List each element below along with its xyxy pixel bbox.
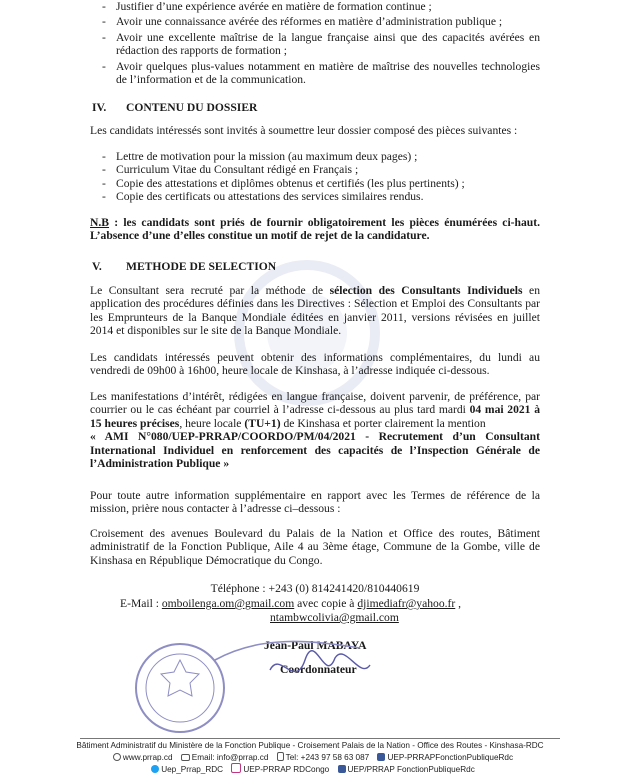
list-item: - Avoir une connaissance avérée des réformes en matière d’administration publique ; <box>102 15 503 29</box>
footer-social <box>0 763 620 776</box>
dossier-list <box>90 150 540 204</box>
footer-instagram[interactable]: UEP-PRRAP RDCongo <box>243 765 330 774</box>
ami-mention: « AMI N°080/UEP-PRRAP/COORDO/PM/04/2021 - Recrutement d’un Consultant International Individuel en renforcement des capacités de l’Inspection Générale de l’Administration Publique » <box>90 430 540 471</box>
signature-stamp-area <box>120 630 450 740</box>
paragraph-info: Les candidats intéressés peuvent obtenir des informations complémentaires, du lundi au vendredi de 09h00 à 16h00, heure locale de Kinshasa, à l’adresse indiquée ci-dessous. <box>90 351 540 378</box>
footer-email[interactable]: Email: info@prrap.cd <box>191 752 269 762</box>
section-heading-methode: V. METHODE DE SELECTION <box>92 260 277 273</box>
list-item: - Curriculum Vitae du Consultant rédigé en Français ; <box>102 163 359 177</box>
page-footer <box>0 741 620 776</box>
requirements-list <box>90 0 540 86</box>
phone-icon <box>277 752 284 761</box>
footer-divider <box>80 738 560 739</box>
list-item: - Justifier d’une expérience avérée en matière de formation continue ; <box>102 0 432 13</box>
section-intro: Les candidats intéressés sont invités à soumettre leur dossier composé des pièces suivantes : <box>90 124 518 137</box>
contact-email: E-Mail : omboilenga.om@gmail.com avec copie à djimediafr@yahoo.fr , <box>120 597 462 610</box>
globe-icon <box>113 753 121 761</box>
contact-email-extra <box>270 611 399 624</box>
footer-facebook-2[interactable]: UEP/PRRAP FonctionPubliqueRdc <box>347 765 475 774</box>
list-item: - Avoir une excellente maîtrise de la langue française ainsi que des capacités avérées en rédaction des rapports de formation ; <box>102 30 540 58</box>
paragraph-address: Croisement des avenues Boulevard du Palais de la Nation et Office des routes, Bâtiment administratif de la Fonction Publique, Aile 4 au 3ème étage, Commune de la Gombe, ville de Kinshasa en République Démocratique du Congo. <box>90 527 540 567</box>
list-item: - Lettre de motivation pour la mission (au maximum deux pages) ; <box>102 150 418 163</box>
email-link-1[interactable]: omboilenga.om@gmail.com <box>161 597 295 610</box>
signature-scribble <box>270 651 370 672</box>
section-heading-contenu: IV. CONTENU DU DOSSIER <box>92 101 258 114</box>
instagram-icon <box>231 763 241 773</box>
footer-contacts <box>0 752 620 764</box>
twitter-icon <box>151 765 159 773</box>
footer-web[interactable]: www.prrap.cd <box>122 752 173 762</box>
list-item: - Copie des certificats ou attestations des services similaires rendus. <box>102 190 424 204</box>
nb-note: N.B : les candidats sont priés de fournir obligatoirement les pièces énumérées ci-haut. L’absence d’une d’elles constitue un motif de rejet de la candidature. <box>90 216 540 243</box>
paragraph-method: Le Consultant sera recruté par la méthode de sélection des Consultants Individuels en application des procédures définies dans les Directives : Sélection et Emploi des Consultants par les Emprunteurs de la Banque Mondiale éditées en janvier 2011, versions révisées en juillet 2014 et disponibles sur le site de la Banque Mondiale. <box>90 284 540 338</box>
official-stamp <box>120 630 450 740</box>
signatory-name: Jean-Paul MABAYA <box>264 639 367 652</box>
footer-twitter[interactable]: Uep_Prrap_RDC <box>161 765 224 774</box>
footer-tel: Tel: +243 97 58 63 087 <box>285 752 370 762</box>
signatory-role: Coordonnateur <box>280 663 357 676</box>
email-link-3[interactable]: ntambwcolivia@gmail.com <box>270 611 399 624</box>
mail-icon <box>181 754 190 761</box>
contact-phone: Téléphone : +243 (0) 814241420/810440619 <box>210 582 420 595</box>
facebook-icon <box>377 753 385 761</box>
list-item: - Copie des attestations et diplômes obtenus et certifiés (les plus pertinents) ; <box>102 176 465 190</box>
paragraph-submission: Les manifestations d’intérêt, rédigées en langue française, doivent parvenir, de préférence, par courrier ou le cas échéant par courriel à l’adresse ci-dessous au plus tard mardi 04 mai 2021 à 15 heures précises, heure locale (TU+1) de Kinshasa et porter clairement la mention « AMI N°080/UEP-PRRAP/COORDO/PM/04/2021 - Recrutement d’un Consultant International Individuel en renforcement des capacités de l’Inspection Générale de l’Administration Publique » <box>90 390 540 471</box>
email-link-2[interactable]: djimediafr@yahoo.fr <box>357 597 456 610</box>
paragraph-contact-intro: Pour toute autre information supplémentaire en rapport avec les Termes de référence de la mission, prière nous contacter à l’adresse ci–dessous : <box>90 489 540 516</box>
list-item: - Avoir quelques plus-values notamment en matière de maîtrise des nouvelles technologies de l’information et de la communication. <box>102 59 540 87</box>
footer-address: Bâtiment Administratif du Ministère de la Fonction Publique - Croisement Palais de la Nation - Office des Routes - Kinshasa-RDC <box>76 741 544 750</box>
footer-facebook-1[interactable]: UEP-PRRAPFonctionPubliqueRdc <box>387 752 514 762</box>
facebook-icon <box>338 765 346 773</box>
